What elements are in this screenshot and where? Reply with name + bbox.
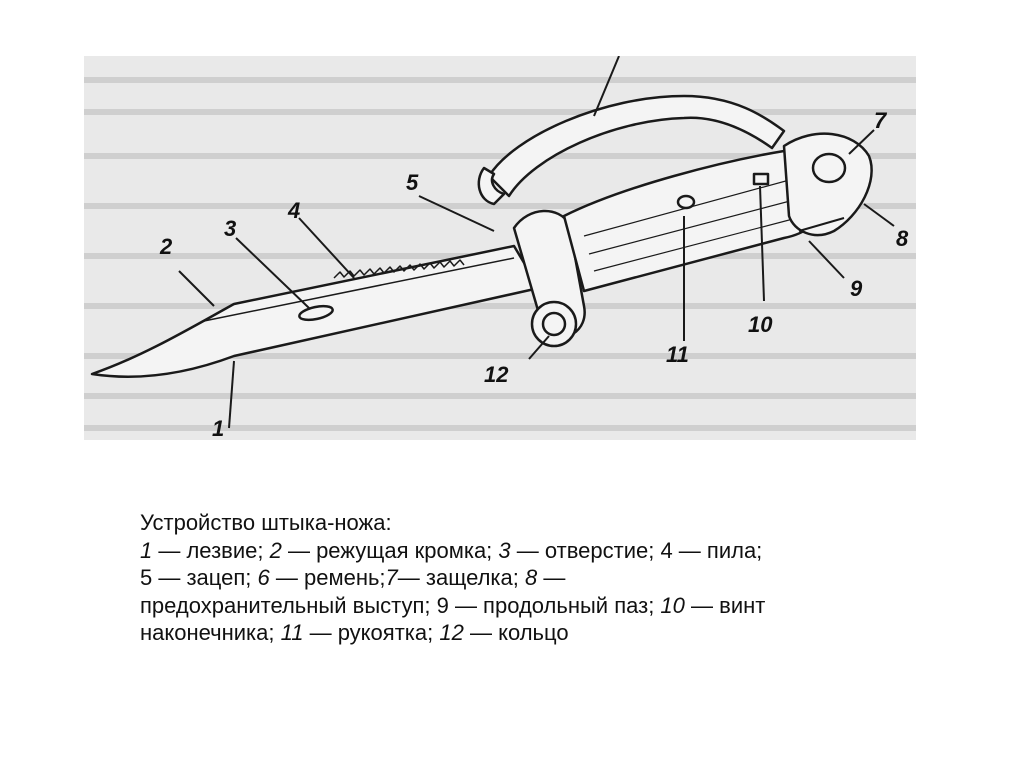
ring-inner (543, 313, 565, 335)
handle-screw (678, 196, 694, 208)
callout-12: 12 (484, 362, 509, 387)
caption-line-2: 5 — зацеп; 6 — ремень;7— защелка; 8 — (140, 565, 566, 590)
callout-5: 5 (406, 170, 419, 195)
bayonet-diagram (84, 56, 916, 440)
callout-8: 8 (896, 226, 909, 251)
callout-4: 4 (288, 198, 301, 223)
caption-num: 6 (257, 565, 270, 590)
caption-num: 3 (498, 537, 511, 563)
caption-line-3: предохранительный выступ; 9 — продольный паз; 10 — винт (140, 592, 766, 618)
tip-screw (754, 174, 768, 184)
callout-1: 1 (212, 416, 225, 440)
caption-line-1: 1 — лезвие; 2 — режущая кромка; 3 — отверстие; 4 — пила; (140, 537, 763, 563)
caption-num: 1 (140, 537, 153, 563)
caption-num: 8 (525, 565, 538, 590)
callout-2: 2 (160, 234, 173, 259)
pommel (784, 134, 872, 235)
callout-7: 7 (874, 108, 887, 133)
latch (813, 154, 845, 182)
callout-10: 10 (748, 312, 773, 337)
bayonet-illustration (84, 56, 916, 440)
callout-3: 3 (224, 216, 237, 241)
caption-num: 12 (439, 620, 464, 645)
figure-caption (140, 509, 980, 647)
callout-9: 9 (850, 276, 863, 301)
caption-num: 11 (280, 620, 304, 645)
caption-num: 7 (385, 565, 398, 590)
caption-num: 2 (269, 537, 282, 563)
caption-line-4: наконечника; 11 — рукоятка; 12 — кольцо (140, 620, 569, 645)
caption-num: 10 (660, 592, 685, 618)
caption-title: Устройство штыка-ножа: (140, 510, 392, 535)
callout-11: 11 (666, 342, 689, 367)
